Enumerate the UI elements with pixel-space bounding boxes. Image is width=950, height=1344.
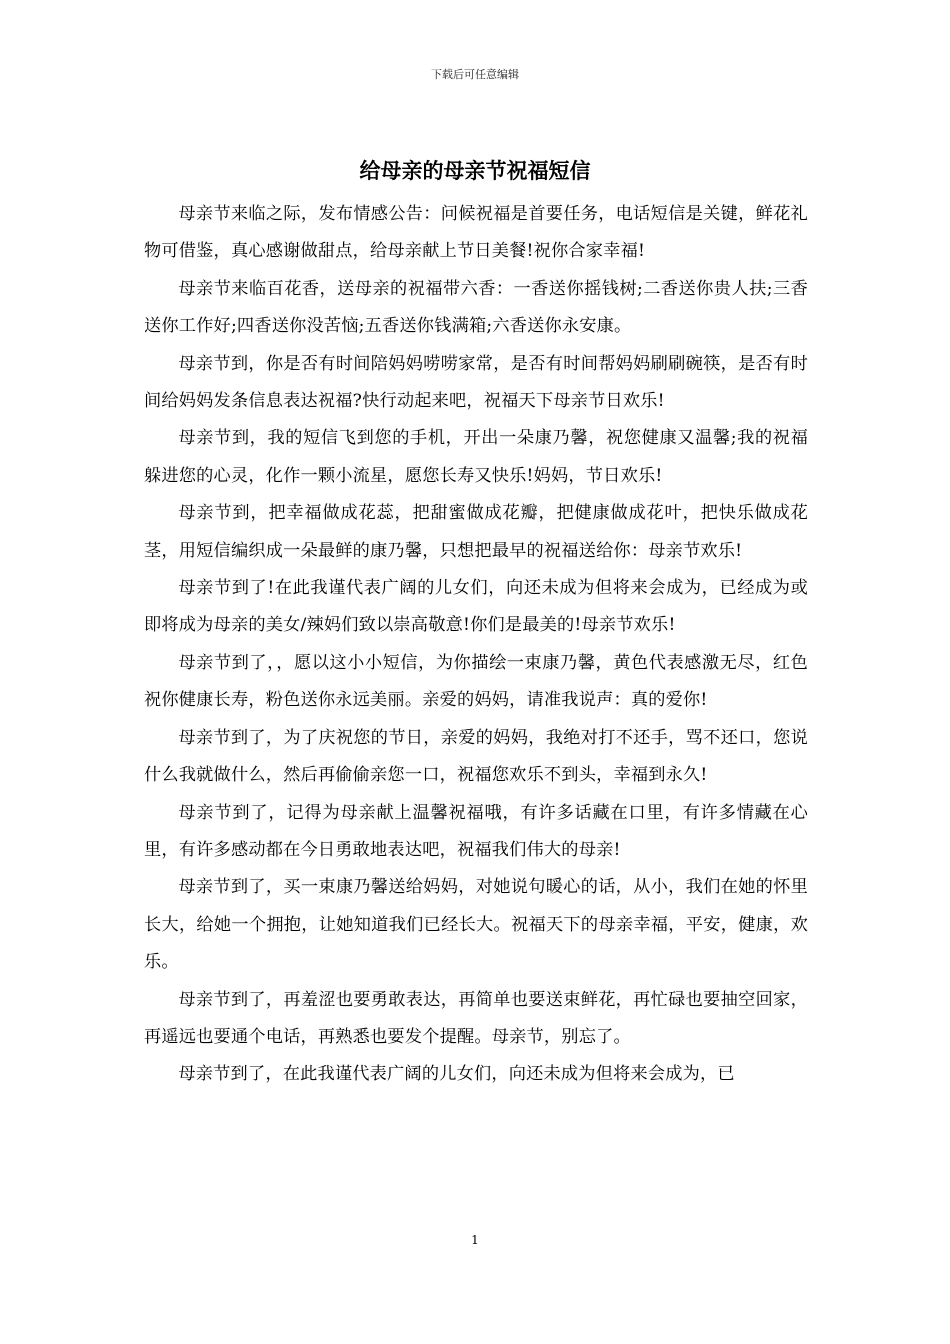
page-number: 1: [471, 1233, 479, 1247]
document-title: 给母亲的母亲节祝福短信: [359, 158, 591, 183]
paragraph: 母亲节到了，为了庆祝您的节日，亲爱的妈妈，我绝对打不还手，骂不还口，您说什么我就做什么，然后再偷偷亲您一口，祝福您欢乐不到头，幸福到永久!: [144, 727, 808, 786]
paragraph: 母亲节到，你是否有时间陪妈妈唠唠家常，是否有时间帮妈妈刷刷碗筷，是否有时间给妈妈发条信息表达祝福?快行动起来吧，祝福天下母亲节日欢乐!: [144, 353, 808, 412]
paragraph: 母亲节来临百花香，送母亲的祝福带六香：一香送你摇钱树;二香送你贵人扶;三香送你工作好;四香送你没苦恼;五香送你钱满箱;六香送你永安康。: [144, 278, 808, 337]
paragraph: 母亲节到，把幸福做成花蕊，把甜蜜做成花瓣，把健康做成花叶，把快乐做成花茎，用短信编织成一朵最鲜的康乃馨，只想把最早的祝福送给你：母亲节欢乐!: [144, 503, 808, 561]
header-note: 下载后可任意编辑: [431, 68, 519, 81]
paragraph: 母亲节到了，在此我谨代表广阔的儿女们，向还未成为但将来会成为，已: [178, 1064, 735, 1085]
paragraph: 母亲节到了，买一束康乃馨送给妈妈，对她说句暖心的话，从小，我们在她的怀里长大，给她一个拥抱，让她知道我们已经长大。祝福天下的母亲幸福，平安，健康，欢乐。: [144, 877, 808, 973]
paragraph: 母亲节到了，再羞涩也要勇敢表达，再简单也要送束鲜花，再忙碌也要抽空回家，再遥远也要通个电话，再熟悉也要发个提醒。母亲节，别忘了。: [144, 989, 808, 1047]
document-body: [144, 196, 808, 1094]
paragraph: 母亲节到了，，愿以这小小短信，为你描绘一束康乃馨，黄色代表感激无尽，红色祝你健康长寿，粉色送你永远美丽。亲爱的妈妈，请准我说声：真的爱你!: [144, 652, 808, 711]
paragraph: 母亲节到，我的短信飞到您的手机，开出一朵康乃馨，祝您健康又温馨;我的祝福躲进您的心灵，化作一颗小流星，愿您长寿又快乐!妈妈，节日欢乐!: [144, 428, 808, 486]
paragraph: 母亲节到了，记得为母亲献上温馨祝福哦，有许多话藏在口里，有许多情藏在心里，有许多感动都在今日勇敢地表达吧，祝福我们伟大的母亲!: [144, 802, 808, 860]
paragraph: 母亲节来临之际，发布情感公告：问候祝福是首要任务，电话短信是关键，鲜花礼物可借鉴，真心感谢做甜点，给母亲献上节日美餐!祝你合家幸福!: [144, 204, 808, 262]
paragraph: 母亲节到了!在此我谨代表广阔的儿女们，向还未成为但将来会成为，已经成为或即将成为母亲的美女/辣妈们致以崇高敬意!你们是最美的!母亲节欢乐!: [144, 578, 808, 636]
